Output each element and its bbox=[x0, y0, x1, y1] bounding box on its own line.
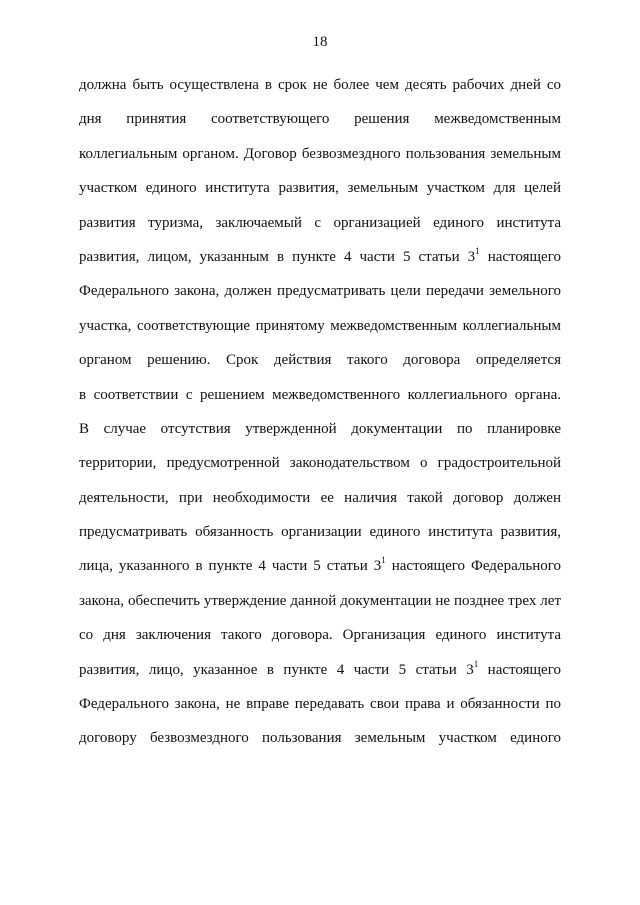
text-line bbox=[79, 274, 561, 308]
superscript: 1 bbox=[475, 245, 480, 256]
text-line-tail: настоящего Федерального bbox=[385, 558, 561, 575]
text-line bbox=[79, 102, 561, 136]
text-line bbox=[79, 171, 561, 205]
text-line bbox=[79, 618, 561, 652]
text-line-content: В случае отсутствия утвержденной документации по планировке bbox=[79, 420, 561, 437]
text-line bbox=[79, 721, 561, 755]
text-line-content: участка, соответствующие принятому межведомственным коллегиальным bbox=[79, 317, 561, 334]
text-line bbox=[79, 446, 561, 480]
text-line-content: территории, предусмотренной законодательством о градостроительной bbox=[79, 455, 561, 472]
text-line bbox=[79, 206, 561, 240]
text-line-content: должна быть осуществлена в срок не более чем десять рабочих дней со bbox=[79, 77, 561, 93]
text-line bbox=[79, 653, 561, 687]
text-line bbox=[79, 137, 561, 171]
page-number: 18 bbox=[312, 34, 328, 50]
text-line-content: в соответствии с решением межведомственного коллегиального органа. bbox=[79, 386, 561, 403]
text-line bbox=[79, 343, 561, 377]
text-line bbox=[79, 68, 561, 102]
text-line-tail: настоящего bbox=[479, 248, 561, 265]
text-line-content: предусматривать обязанность организации единого института развития, bbox=[79, 524, 561, 541]
text-line-content: деятельности, при необходимости ее наличия такой договор должен bbox=[79, 489, 561, 506]
text-line bbox=[79, 412, 561, 446]
text-line-content: дня принятия соответствующего решения межведомственным bbox=[79, 111, 561, 128]
text-line bbox=[79, 378, 561, 412]
text-line-content: развития, лицом, указанным в пункте 4 части 5 статьи 3 bbox=[79, 248, 476, 265]
text-line bbox=[79, 687, 561, 721]
text-line-content: органом решению. Срок действия такого договора определяется bbox=[79, 352, 561, 369]
superscript: 1 bbox=[381, 555, 386, 566]
text-line bbox=[79, 309, 561, 343]
text-line-content: Федерального закона, не вправе передавать свои права и обязанности по bbox=[79, 696, 561, 713]
text-line-tail: настоящего bbox=[478, 661, 561, 678]
text-line-content: участком единого института развития, земельным участком для целей bbox=[79, 180, 561, 197]
text-line-content: договору безвозмездного пользования земельным участком единого bbox=[79, 730, 561, 747]
text-line-content: коллегиальным органом. Договор безвозмездного пользования земельным bbox=[79, 145, 561, 162]
text-line-content: со дня заключения такого договора. Организация единого института bbox=[79, 627, 561, 644]
text-line-content: лица, указанного в пункте 4 части 5 статьи 3 bbox=[79, 558, 382, 575]
text-line bbox=[79, 515, 561, 549]
text-line-content: развития, лицо, указанное в пункте 4 части 5 статьи 3 bbox=[79, 661, 474, 678]
text-line bbox=[79, 481, 561, 515]
text-line-content: Федерального закона, должен предусматривать цели передачи земельного bbox=[79, 283, 561, 300]
text-line bbox=[79, 240, 561, 274]
text-line bbox=[79, 549, 561, 583]
body-text bbox=[79, 68, 561, 756]
text-line-content: развития туризма, заключаемый с организацией единого института bbox=[79, 214, 561, 231]
text-line bbox=[79, 584, 561, 618]
superscript: 1 bbox=[473, 658, 479, 669]
text-line-content: закона, обеспечить утверждение данной документации не позднее трех лет bbox=[79, 592, 561, 609]
